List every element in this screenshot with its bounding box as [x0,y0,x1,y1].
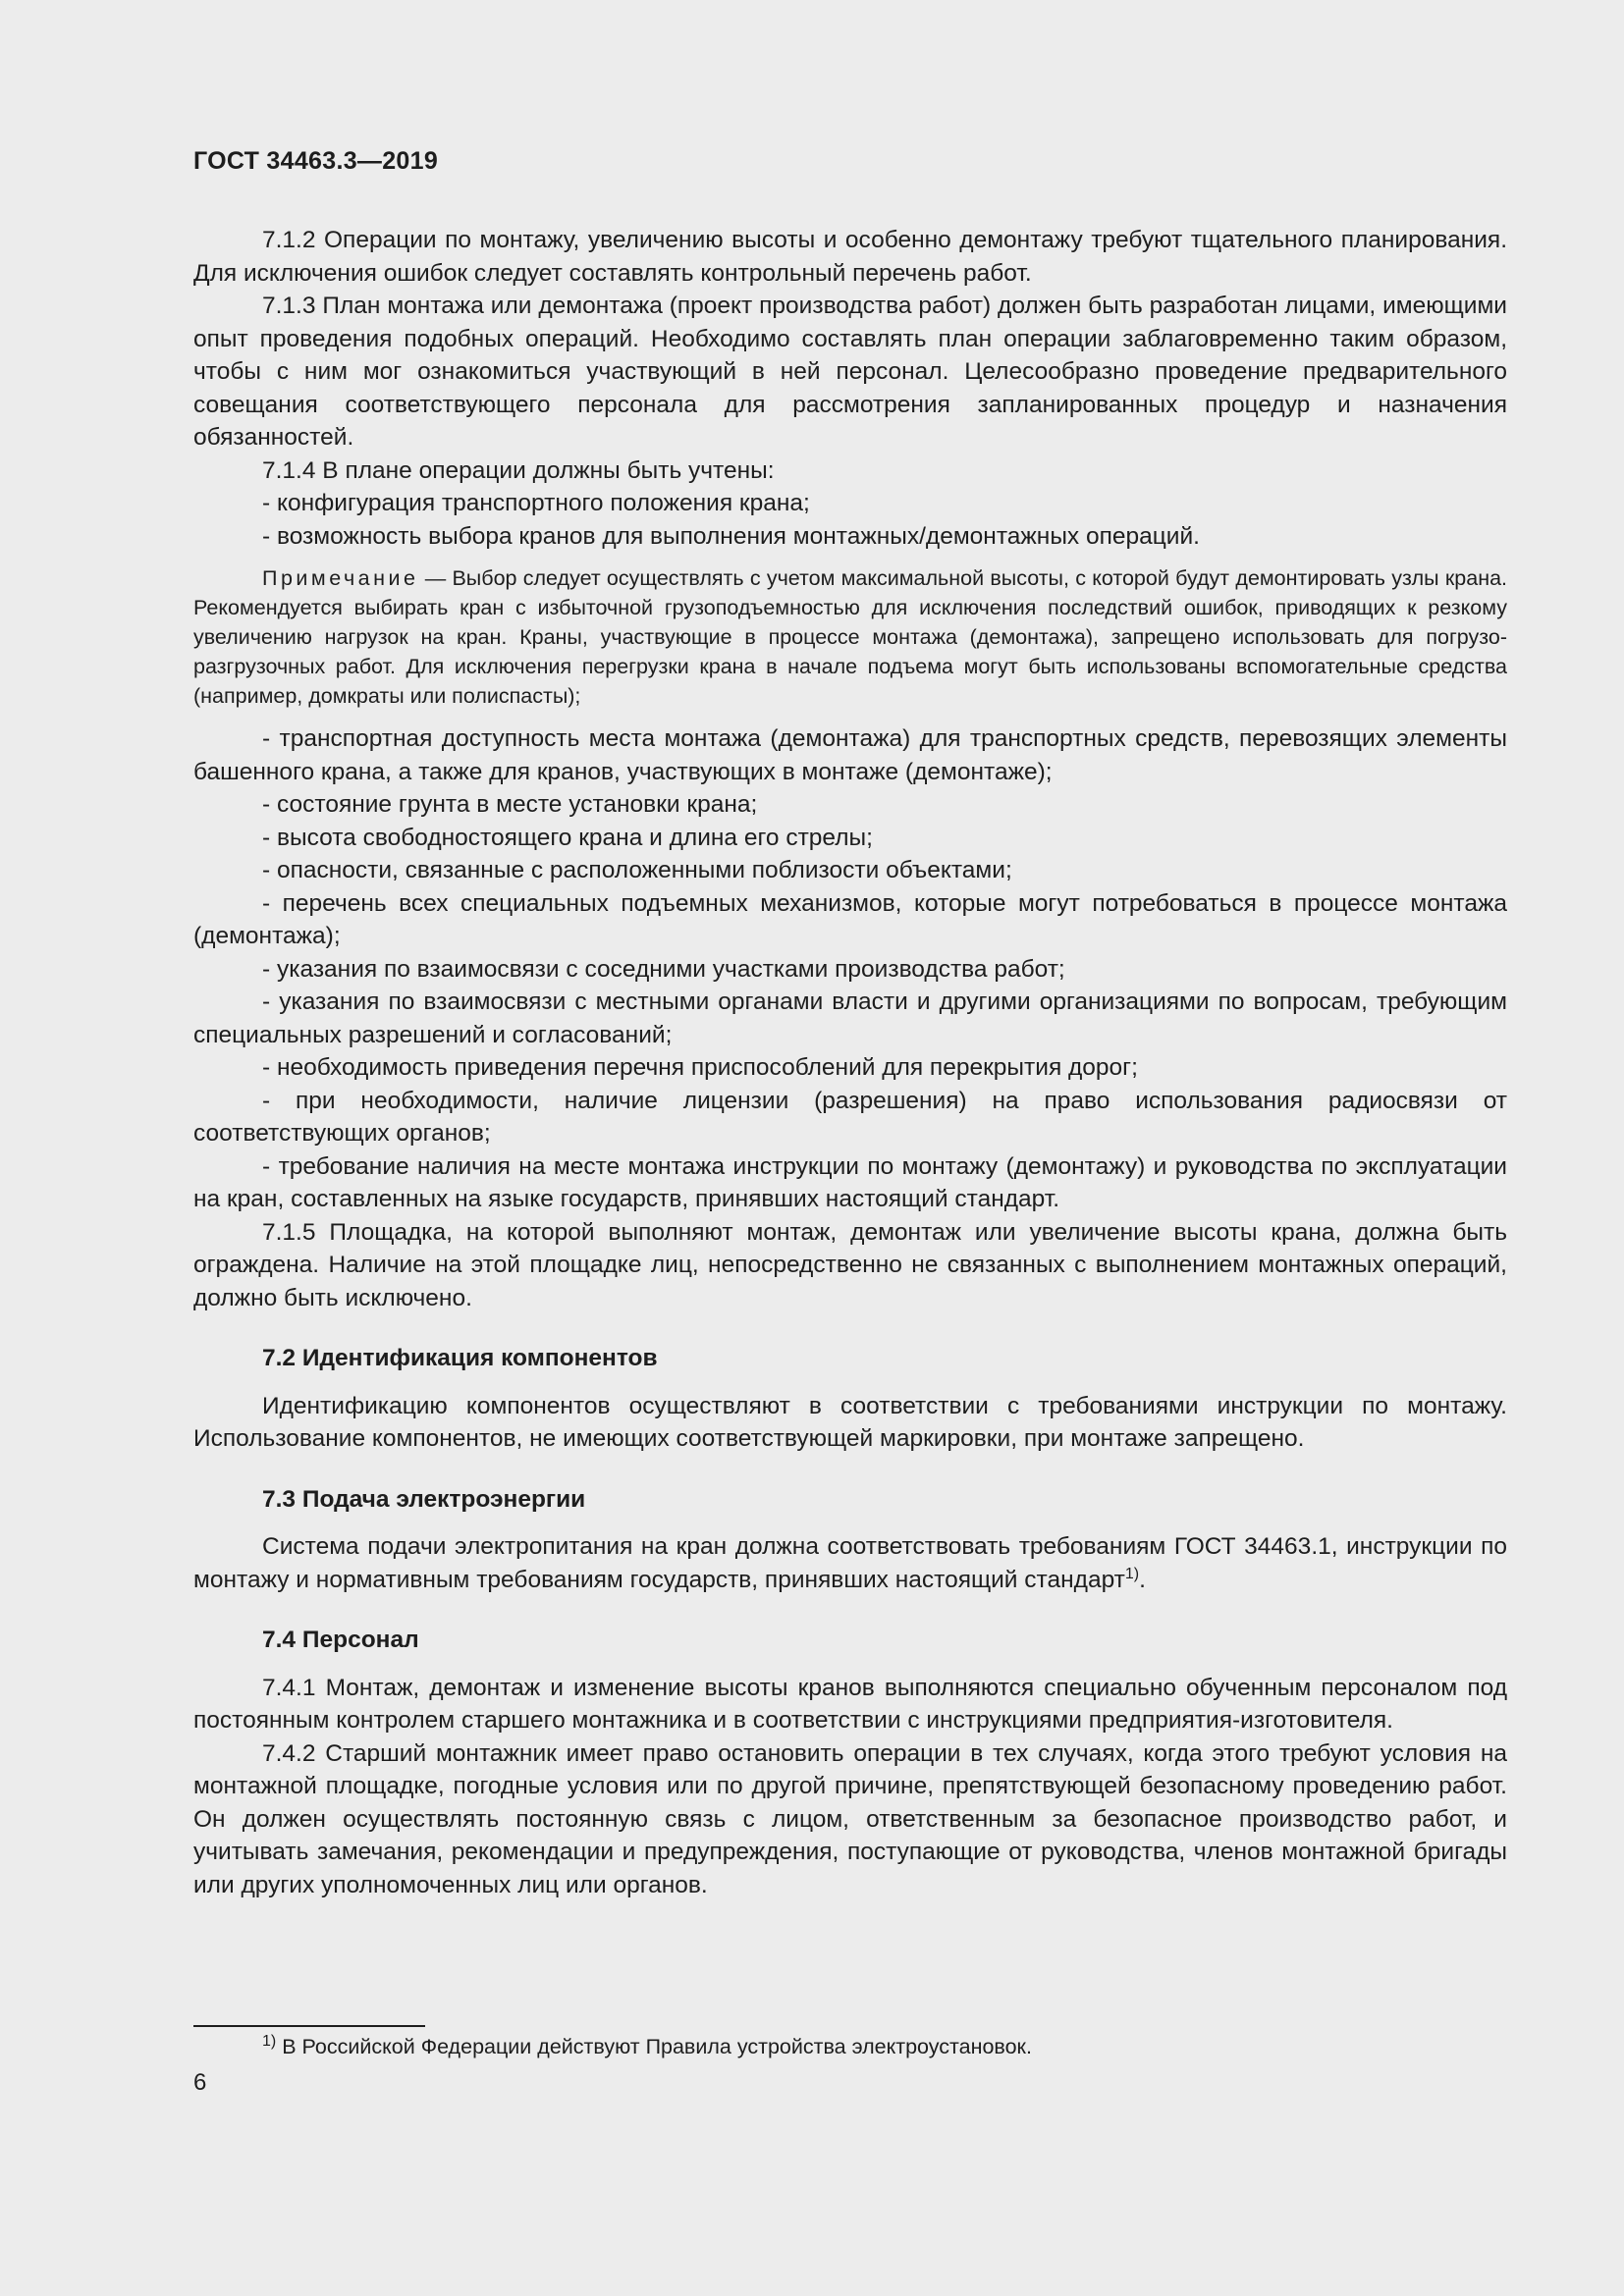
paragraph: - высота свободностоящего крана и длина его стрелы; [262,824,873,851]
paragraph: - опасности, связанные с расположенными поблизости объектами; [262,857,1012,883]
paragraph: 7.4.2 Старший монтажник имеет право остановить операции в тех случаях, когда этого требуют условия на монтажной площадке, погодные условия или по другой причине, препятствующей безопасному проведению работ. Он должен осуществлять постоянную связь с лицом, ответственным за безопасное производство работ, и учитывать замечания, рекомендации и предупреждения, поступающие от руководства, членов монтажной бригады или других уполномоченных лиц или органов. [193,1739,1507,1898]
paragraph: - при необходимости, наличие лицензии (разрешения) на право использования радиосвязи от соответствующих органов; [193,1087,1507,1147]
document-header: ГОСТ 34463.3—2019 [193,147,439,175]
note-paragraph [193,563,1507,711]
paragraph-text: Система подачи электропитания на кран должна соответствовать требованиям ГОСТ 34463.1, инструкции по монтажу и нормативным требованиям государств, принявших настоящий стандарт [193,1533,1507,1593]
paragraph: - состояние грунта в месте установки крана; [262,791,758,818]
paragraph-tail: . [1139,1566,1146,1593]
paragraph: - транспортная доступность места монтажа (демонтажа) для транспортных средств, перевозящих элементы башенного крана, а также для кранов, участвующих в монтаже (демонтаже); [193,725,1507,785]
paragraph: - указания по взаимосвязи с местными органами власти и другими организациями по вопросам, требующим специальных разрешений и согласований; [193,988,1507,1048]
paragraph: 7.1.3 План монтажа или демонтажа (проект производства работ) должен быть разработан лицами, имеющими опыт проведения подобных операций. Необходимо составлять план операции заблаговременно таким образом, чтобы с ним мог ознакомиться участвующий в ней персонал. Целесообразно проведение предварительного совещания соответствующего персонала для рассмотрения запланированных процедур и назначения обязанностей. [193,293,1507,451]
paragraph: 7.4.1 Монтаж, демонтаж и изменение высоты кранов выполняются специально обученным персоналом под постоянным контролем старшего монтажника и в соответствии с инструкциями предприятия-изготовителя. [193,1674,1507,1734]
paragraph: 7.1.4 В плане операции должны быть учтены: [262,456,775,484]
paragraph: - необходимость приведения перечня приспособлений для перекрытия дорог; [262,1054,1138,1081]
paragraph: - перечень всех специальных подъемных механизмов, которые могут потребоваться в процессе монтажа (демонтажа); [193,889,1507,949]
paragraph: Идентификацию компонентов осуществляют в соответствии с требованиями инструкции по монтажу. Использование компонентов, не имеющих соответствующей маркировки, при монтаже запрещено. [193,1392,1507,1452]
footnote [262,2032,1032,2061]
note-label: Примечание [262,566,419,590]
section-heading: 7.3 Подача электроэнергии [262,1485,586,1513]
paragraph: - указания по взаимосвязи с соседними участками производства работ; [262,955,1065,983]
section-heading: 7.4 Персонал [262,1627,419,1653]
paragraph [193,1530,1507,1596]
page-number: 6 [193,2069,207,2096]
paragraph: 7.1.2 Операции по монтажу, увеличению высоты и особенно демонтажу требуют тщательного планирования. Для исключения ошибок следует составлять контрольный перечень работ. [193,227,1507,287]
paragraph: 7.1.5 Площадка, на которой выполняют монтаж, демонтаж или увеличение высоты крана, должна быть ограждена. Наличие на этой площадке лиц, непосредственно не связанных с выполнением монтажных операций, должно быть исключено. [193,1218,1507,1311]
paragraph: - требование наличия на месте монтажа инструкции по монтажу (демонтажу) и руководства по эксплуатации на кран, составленных на языке государств, принявших настоящий стандарт. [193,1152,1507,1212]
paragraph: - конфигурация транспортного положения крана; [262,490,810,516]
footnote-reference: 1) [1124,1565,1140,1582]
footnote-separator [193,2025,425,2027]
paragraph: - возможность выбора кранов для выполнения монтажных/демонтажных операций. [262,522,1200,550]
footnote-mark: 1) [262,2032,277,2050]
footnote-text: В Российской Федерации действуют Правила устройства электроустановок. [276,2035,1032,2058]
document-body [193,224,1507,1901]
section-heading: 7.2 Идентификация компонентов [262,1345,658,1371]
note-text: — Выбор следует осуществлять с учетом максимальной высоты, с которой будут демонтировать узлы крана. Рекомендуется выбирать кран с избыточной грузоподъемностью для исключения последствий ошибок, приводящих к резкому увеличению нагрузок на кран. Краны, участвующие в процессе монтажа (демонтажа), запрещено использовать для погрузо-разгрузочных работ. Для исключения перегрузки крана в начале подъема могут быть использованы вспомогательные средства (например, домкраты или полиспасты); [193,566,1507,708]
